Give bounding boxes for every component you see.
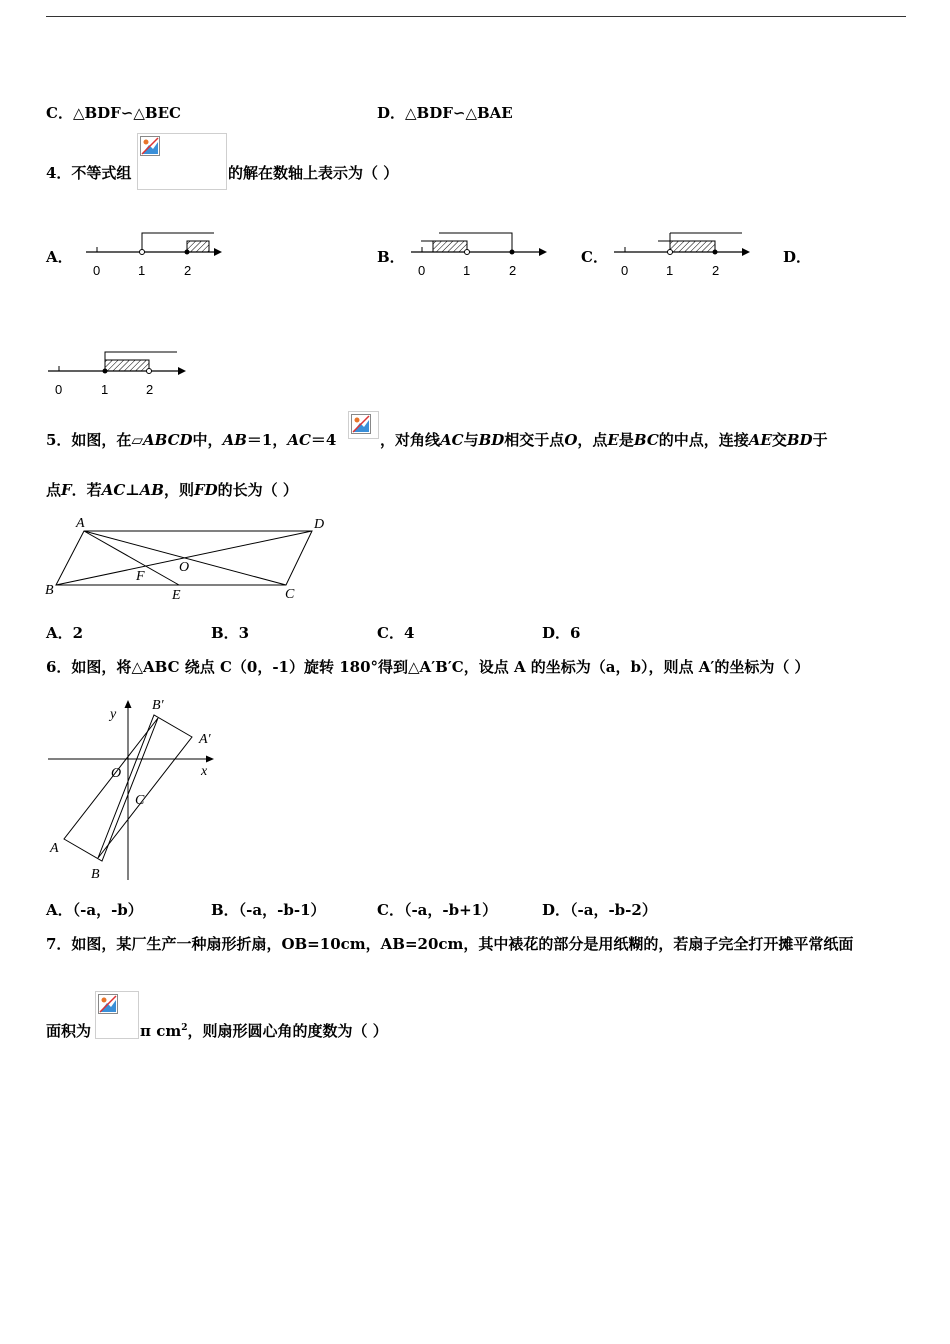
q6-option-b[interactable]: B．（-a，-b-1） bbox=[211, 901, 326, 919]
label-c: C bbox=[135, 793, 145, 808]
q5-parallelogram-figure bbox=[42, 512, 334, 604]
label-b: B bbox=[91, 867, 100, 882]
broken-image-icon bbox=[98, 994, 118, 1014]
q5-option-b[interactable]: B．3 bbox=[211, 624, 250, 642]
q6-stem: 6．如图，将△ABC 绕点 C（0，-1）旋转 180°得到△A′B′C，设点 A 的坐标为（a，b），则点 A′的坐标为（ ） bbox=[46, 658, 810, 676]
header-rule bbox=[46, 16, 906, 17]
q4-option-a-numberline bbox=[84, 228, 226, 280]
tick-0: 0 bbox=[55, 382, 63, 397]
q4-stem-end: 的解在数轴上表示为（ ） bbox=[228, 164, 399, 182]
tick-1: 1 bbox=[463, 263, 471, 278]
tick-1: 1 bbox=[101, 382, 109, 397]
label-y: y bbox=[110, 707, 117, 722]
label-c: C bbox=[285, 587, 295, 602]
q5-stem-line2: 点F．若AC⊥AB，则FD的长为（ ） bbox=[46, 481, 298, 499]
label-a: A bbox=[50, 841, 59, 856]
q7-stem-line2-end: π $cm^2$，则扇形圆心角的度数为（ ） bbox=[140, 1022, 388, 1040]
q4-option-a-label[interactable]: A． bbox=[46, 248, 73, 266]
label-b-prime: B′ bbox=[152, 698, 164, 713]
label-x: x bbox=[201, 764, 208, 779]
q4-inequality-image bbox=[137, 133, 227, 190]
q5-stem-line1-right: ，对角线AC与BD相交于点O，点E是BC的中点，连接AE交BD于 bbox=[380, 431, 828, 449]
q5-option-a[interactable]: A．2 bbox=[46, 624, 84, 642]
q7-area-value-image bbox=[95, 991, 139, 1039]
tick-2: 2 bbox=[712, 263, 720, 278]
q3-option-d[interactable]: D．△BDF∽△BAE bbox=[377, 104, 513, 122]
tick-2: 2 bbox=[146, 382, 154, 397]
label-e: E bbox=[172, 588, 181, 603]
broken-image-icon bbox=[351, 414, 371, 434]
q4-option-b-label[interactable]: B． bbox=[377, 248, 405, 266]
tick-0: 0 bbox=[418, 263, 426, 278]
label-a: A bbox=[76, 516, 85, 531]
label-d: D bbox=[314, 517, 325, 532]
q5-option-d[interactable]: D．6 bbox=[542, 624, 581, 642]
q7-stem-line2-start: 面积为 bbox=[46, 1022, 92, 1040]
q5-option-c[interactable]: C．4 bbox=[377, 624, 415, 642]
q4-option-d-numberline bbox=[46, 347, 192, 399]
label-f: F bbox=[136, 569, 145, 584]
label-o: O bbox=[179, 560, 190, 575]
q6-option-a[interactable]: A．（-a，-b） bbox=[46, 901, 143, 919]
q4-option-c-numberline bbox=[612, 228, 754, 280]
q4-option-d-label[interactable]: D． bbox=[783, 248, 812, 266]
q6-rotation-figure bbox=[44, 692, 224, 884]
tick-2: 2 bbox=[509, 263, 517, 278]
label-o: O bbox=[111, 766, 122, 781]
tick-1: 1 bbox=[138, 263, 146, 278]
tick-0: 0 bbox=[93, 263, 101, 278]
q4-stem-start: 4．不等式组 bbox=[46, 164, 132, 182]
q4-option-b-numberline bbox=[409, 228, 551, 280]
q5-ac-value-image bbox=[348, 411, 379, 439]
tick-0: 0 bbox=[621, 263, 629, 278]
q3-option-c[interactable]: C．△BDF∽△BEC bbox=[46, 104, 181, 122]
tick-2: 2 bbox=[184, 263, 192, 278]
q6-option-c[interactable]: C．（-a，-b+1） bbox=[377, 901, 498, 919]
label-b: B bbox=[45, 583, 54, 598]
broken-image-icon bbox=[140, 136, 160, 156]
q7-stem-line1: 7．如图，某厂生产一种扇形折扇，OB=10cm，AB=20cm，其中裱花的部分是用纸糊的，若扇子完全打开摊平常纸面 bbox=[46, 935, 854, 953]
q6-option-d[interactable]: D．（-a，-b-2） bbox=[542, 901, 657, 919]
q4-option-c-label[interactable]: C． bbox=[581, 248, 608, 266]
label-a-prime: A′ bbox=[199, 732, 211, 747]
tick-1: 1 bbox=[666, 263, 674, 278]
q5-stem-line1-left: 5．如图，在▱ABCD中，AB＝1，AC＝4 bbox=[46, 431, 337, 449]
